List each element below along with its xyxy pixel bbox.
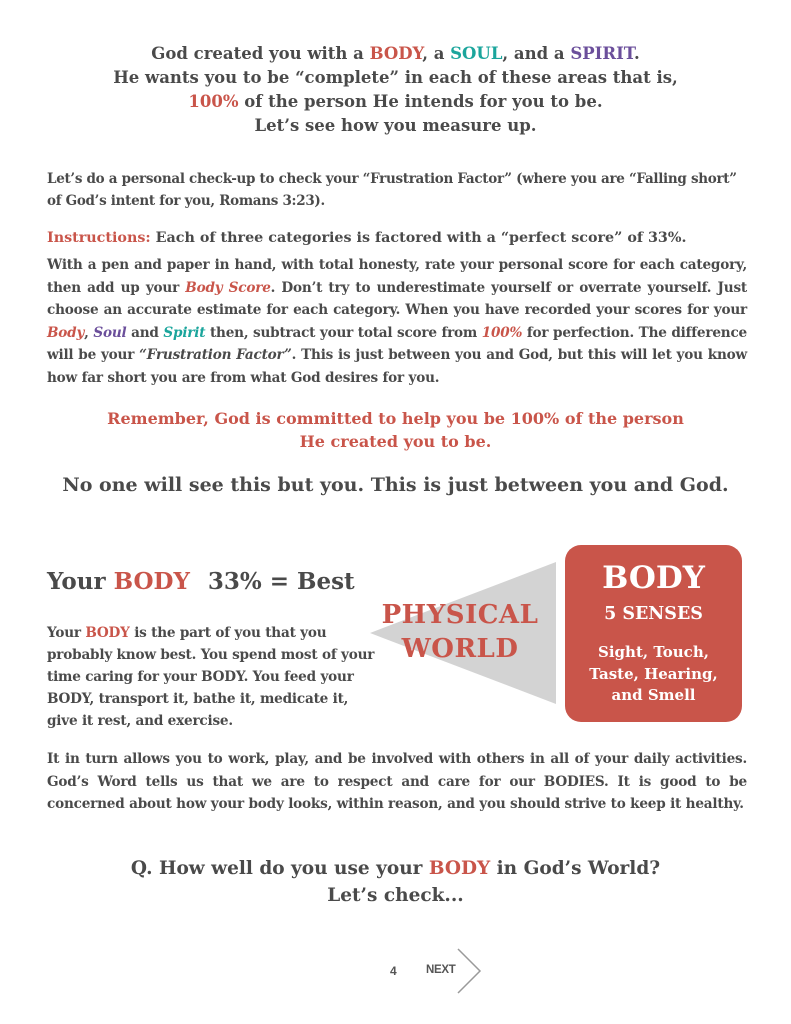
remember-callout: Remember, God is committed to help you be 100% of the person He created you to be.	[107, 409, 684, 451]
instructions-line	[47, 227, 747, 249]
question-block: Q. How well do you use your BODY in God’s World? Let’s check...	[130, 858, 661, 906]
instructions-label: Instructions:	[47, 230, 151, 246]
soul-word: SOUL	[450, 44, 503, 63]
box-subtitle: 5 SENSES	[604, 604, 703, 624]
intro-block	[40, 42, 751, 138]
checkup-paragraph: Let’s do a personal check-up to check your “Frustration Factor” (where you are “Falling short” of God’s intent for you, Romans 3:23).	[47, 171, 737, 209]
senses-list: Sight, Touch, Taste, Hearing, and Smell	[589, 643, 718, 704]
physical-world-label: PHYSICAL WORLD	[381, 600, 539, 664]
instructions-paragraph: With a pen and paper in hand, with total honesty, rate your personal score for each category, then add up your Body Score. Don’t try to underestimate yourself or overrate yourself. Just choose an accurate estimate for each category. When you have recorded your scores for your Body, Soul and Spirit then, subtract your total score from 100% for perfection. The difference will be your “Frustration Factor”. This is just between you and God, but this will let you know how far short you are from what God desires for you.	[47, 257, 747, 386]
no-one-statement: No one will see this but you. This is just between you and God.	[62, 474, 729, 496]
frustration-factor-emphasis: “Frustration Factor”	[139, 347, 292, 364]
intro-line-3: 100% of the person He intends for you to be.	[188, 92, 603, 111]
body-description: Your BODY is the part of you that you probably know best. You spend most of your time caring for your BODY. You feed your BODY, transport it, bathe it, medicate it, give it rest, and exercise.	[47, 625, 375, 729]
page-number: 4	[390, 964, 397, 978]
instructions-text: Each of three categories is factored with a “perfect score” of 33%.	[150, 230, 687, 246]
intro-line-2: He wants you to be “complete” in each of these areas that is,	[113, 68, 678, 87]
percent-word: 100%	[188, 92, 239, 111]
spirit-word: SPIRIT	[570, 44, 634, 63]
next-button[interactable]	[424, 948, 484, 994]
chevron-right-icon	[456, 948, 482, 994]
body-senses-box	[565, 545, 742, 722]
body-continuation: It in turn allows you to work, play, and be involved with others in all of your daily activities. God’s Word tells us that we are to respect and care for our BODIES. It is good to be concerned about how your body looks, within reason, and you should strive to keep it healthy.	[47, 751, 747, 813]
body-score-emphasis: Body Score	[185, 279, 271, 296]
box-title: BODY	[602, 560, 705, 596]
intro-line-4: Let’s see how you measure up.	[254, 116, 537, 135]
section-heading: Your BODY 33% = Best	[47, 568, 355, 595]
next-label: NEXT	[426, 964, 456, 976]
intro-line-1: God created you with a BODY, a SOUL, and a SPIRIT.	[151, 44, 640, 63]
body-word: BODY	[369, 44, 423, 63]
